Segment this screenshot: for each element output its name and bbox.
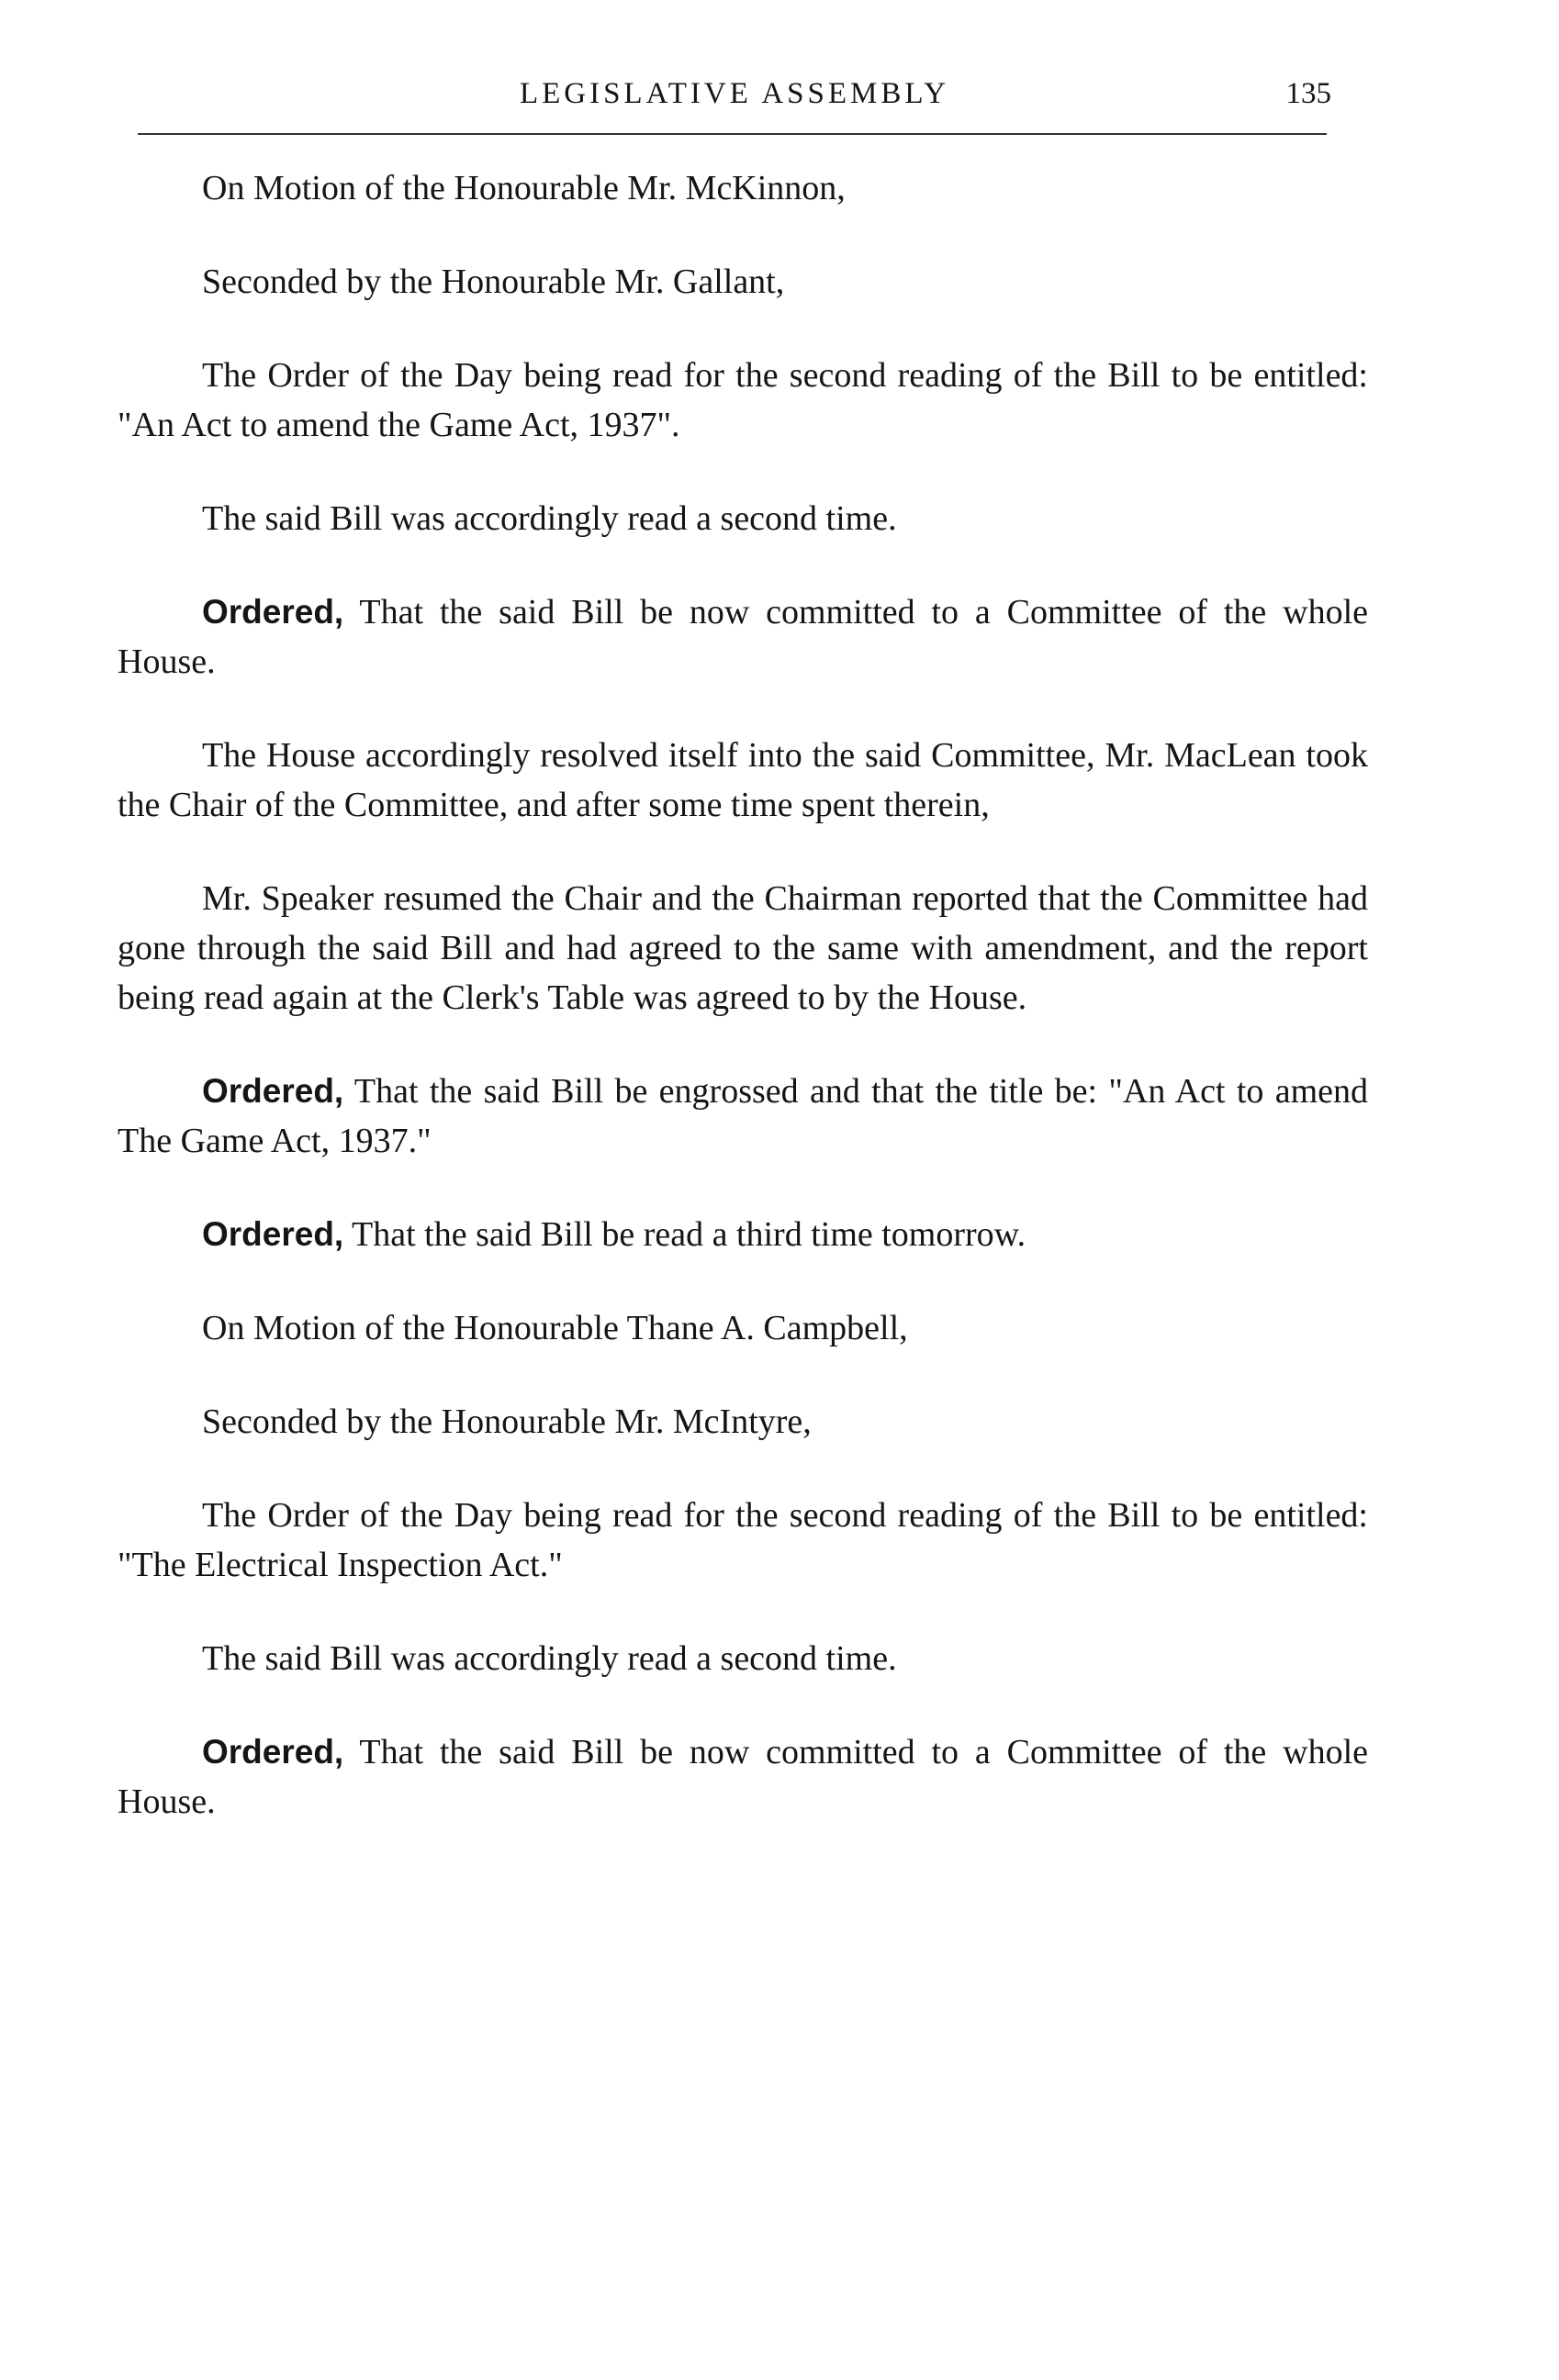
running-title: LEGISLATIVE ASSEMBLY bbox=[519, 77, 950, 110]
paragraph-ordered-committee-game-act bbox=[118, 587, 1368, 687]
paragraph-text: Seconded by the Honourable Mr. McIntyre, bbox=[202, 1402, 812, 1441]
paragraph-text: Seconded by the Honourable Mr. Gallant, bbox=[202, 263, 785, 301]
paragraph-text: On Motion of the Honourable Thane A. Campbell, bbox=[202, 1309, 908, 1347]
paragraph-ordered-committee-electrical-act bbox=[118, 1727, 1368, 1827]
paragraph-text: That the said Bill be engrossed and that the title be: "An Act to amend The Game Act, 1937." bbox=[118, 1072, 1368, 1160]
paragraph-ordered-third-reading bbox=[118, 1210, 1368, 1259]
paragraph-order-electrical-act bbox=[118, 1491, 1368, 1590]
paragraph-text: The Order of the Day being read for the second reading of the Bill to be entitled: "An Act to amend the Game Act, 1937". bbox=[118, 356, 1368, 444]
paragraph-text: The House accordingly resolved itself into the said Committee, Mr. MacLean took the Chair of the Committee, and after some time spent therein, bbox=[118, 736, 1368, 824]
ordered-lead: Ordered, bbox=[202, 1072, 344, 1110]
page-header bbox=[138, 73, 1331, 128]
paragraph-seconded-mcintyre bbox=[118, 1397, 1368, 1447]
paragraph-text: That the said Bill be now committed to a Committee of the whole House. bbox=[118, 593, 1368, 681]
paragraph-motion-campbell bbox=[118, 1303, 1368, 1353]
paragraph-motion-mckinnon bbox=[118, 163, 1368, 213]
paragraph-text: Mr. Speaker resumed the Chair and the Chairman reported that the Committee had gone through the said Bill and had agreed to the same with amendment, and the report being read again at the Clerk's Table was agreed to by the House. bbox=[118, 879, 1368, 1017]
paragraph-text: The Order of the Day being read for the second reading of the Bill to be entitled: "The Electrical Inspection Act." bbox=[118, 1496, 1368, 1584]
paragraph-ordered-engrossed bbox=[118, 1067, 1368, 1166]
paragraph-second-reading-electrical-act bbox=[118, 1634, 1368, 1683]
paragraph-text: The said Bill was accordingly read a second time. bbox=[202, 1639, 897, 1678]
paragraph-speaker-report bbox=[118, 874, 1368, 1022]
ordered-lead: Ordered, bbox=[202, 593, 344, 631]
paragraph-text: The said Bill was accordingly read a second time. bbox=[202, 499, 897, 538]
paragraph-text: That the said Bill be now committed to a Committee of the whole House. bbox=[118, 1733, 1368, 1821]
ordered-lead: Ordered, bbox=[202, 1733, 344, 1771]
paragraph-text: That the said Bill be read a third time tomorrow. bbox=[343, 1215, 1026, 1254]
paragraph-house-committee bbox=[118, 731, 1368, 830]
ordered-lead: Ordered, bbox=[202, 1215, 344, 1253]
header-rule bbox=[138, 133, 1327, 135]
paragraph-order-game-act bbox=[118, 351, 1368, 450]
paragraph-second-reading-game-act bbox=[118, 494, 1368, 543]
page-number: 135 bbox=[1285, 77, 1331, 110]
paragraph-seconded-gallant bbox=[118, 257, 1368, 307]
paragraph-text: On Motion of the Honourable Mr. McKinnon, bbox=[202, 169, 846, 207]
journal-body bbox=[118, 163, 1368, 1827]
